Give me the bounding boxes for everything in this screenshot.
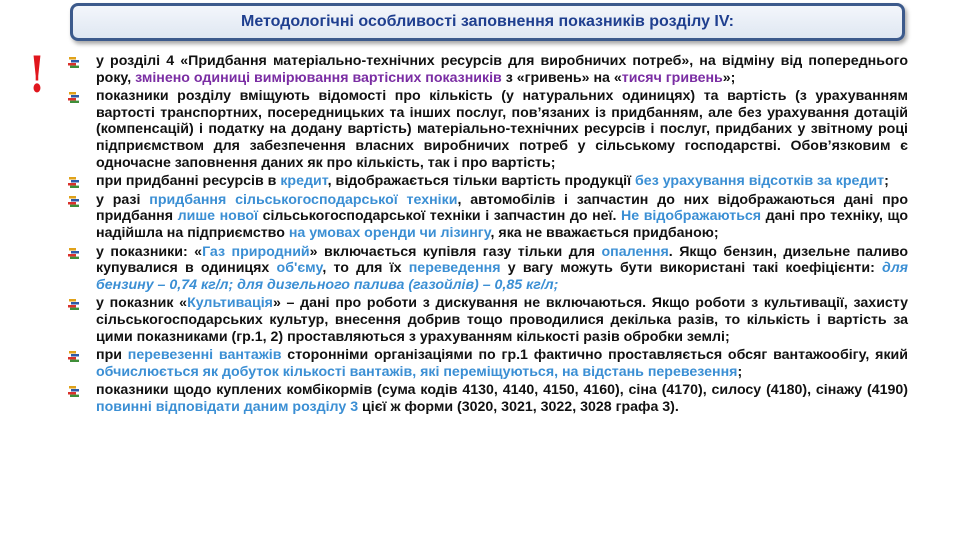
text-run: . Якщо бензин, дизельне паливо купувалися в одиницях (96, 243, 908, 277)
list-item (66, 192, 908, 242)
list-item (66, 88, 908, 171)
highlighted-text: кредит (280, 173, 328, 190)
text-run: показники розділу вміщують відомості про кількість (у натуральних одиницях) та вартість (з урахуванням вартості транспортних, посередницьких та інших послуг, пов’язаних із придбанням, але без урахування дотацій (компенсацій) і податку на додану вартість) матеріально-технічних ресурсів і послуг, придбаних у звітному році підприємством для забезпечення власних виробничих потреб у сільському господарстві. Обов’язковим є одночасне заповнення даних як про кількість, так і про вартість; (96, 88, 908, 171)
list-item (66, 173, 908, 190)
stacked-books-icon (68, 195, 80, 206)
text-run: сторонніми організаціями по гр.1 фактично проставляється обсяг вантажообігу, який (281, 347, 908, 364)
bullet-list (66, 53, 908, 417)
exclamation-mark: ! (28, 45, 46, 104)
highlighted-text: опалення (601, 243, 669, 260)
highlighted-text: на умовах оренди чи лізингу (288, 224, 491, 241)
text-run: сільськогосподарської техніки і запчастин до неї. (258, 208, 622, 225)
text-run: при (96, 347, 128, 364)
text-run: » – дані про роботи з дискування не включаються. Якщо роботи з культивації, захисту сільськогосподарських культур, внесення добрив тощо проводилися декілька разів, то кількість і вартість за цими показниками (гр.1, 2) проставляються з урахуванням кількості разів обробки землі; (96, 295, 908, 345)
highlighted-text: без урахування відсотків за кредит (635, 173, 885, 190)
text-run: , автомобілів і запчастин до них відображаються дані про придбання (96, 191, 908, 225)
title-banner (70, 3, 905, 41)
highlighted-text: обчислюється як добуток кількості вантажів, які переміщуються, на відстань перевезення (96, 363, 738, 380)
stacked-books-icon (68, 298, 80, 309)
list-item (66, 347, 908, 380)
text-run: цієї ж форми (3020, 3021, 3022, 3028 графа 3). (358, 398, 679, 415)
text-run: у вагу можуть бути використані такі коефіцієнти: (500, 260, 883, 277)
text-run: , яка не вважається придбаною; (490, 224, 719, 241)
text-run: » включається купівля газу тільки для (309, 243, 602, 260)
text-run: , відображається тільки вартість продукції (327, 173, 636, 190)
stacked-books-icon (68, 56, 80, 67)
highlighted-text: перевезенні вантажів (127, 347, 282, 364)
stacked-books-icon (68, 247, 80, 258)
text-run: показники щодо куплених комбікормів (сума кодів 4130, 4140, 4150, 4160), сіна (4170), силосу (4180), сінажу (4190) (96, 382, 908, 399)
highlighted-text: переведення (408, 260, 501, 277)
text-run: у разі (96, 191, 150, 208)
list-item (66, 295, 908, 345)
highlighted-text: змінено одиниці вимірювання вартісних показників (135, 69, 502, 86)
stacked-books-icon (68, 91, 80, 102)
highlighted-text: Газ природний (202, 243, 310, 260)
text-run: у показники: « (96, 243, 203, 260)
highlighted-text: тисяч гривень (621, 69, 723, 86)
highlighted-text: лише нової (177, 208, 259, 225)
highlighted-text: повинні відповідати даним розділу 3 (96, 398, 359, 415)
text-run: у показник « (96, 295, 188, 312)
highlighted-text: об'єму (276, 260, 323, 277)
highlighted-text: для бензину – 0,74 кг/л; для дизельного палива (газойлів) – 0,85 кг/л; (96, 260, 908, 293)
list-item (66, 53, 908, 86)
list-item (66, 382, 908, 415)
text-run: з «гривень» на « (501, 69, 622, 86)
text-run: ; (737, 363, 743, 380)
highlighted-text: придбання сільськогосподарської техніки (149, 191, 458, 208)
highlighted-text: Культивація (187, 295, 273, 312)
highlighted-text: Не відображаються (621, 208, 762, 225)
text-run: у розділі 4 «Придбання матеріально-технічних ресурсів для виробничих потреб», на відміну від попереднього року, (96, 53, 908, 86)
stacked-books-icon (68, 350, 80, 361)
text-run: при придбанні ресурсів в (96, 173, 281, 190)
text-run: »; (722, 69, 736, 86)
stacked-books-icon (68, 385, 80, 396)
list-item (66, 244, 908, 294)
page-title: Методологічні особливості заповнення показників розділу ІV: (240, 13, 734, 30)
stacked-books-icon (68, 176, 80, 187)
text-run: ; (884, 173, 889, 190)
text-run: , то для їх (322, 260, 409, 277)
text-run: дані про техніку, що надійшла на підприємство (96, 208, 908, 241)
